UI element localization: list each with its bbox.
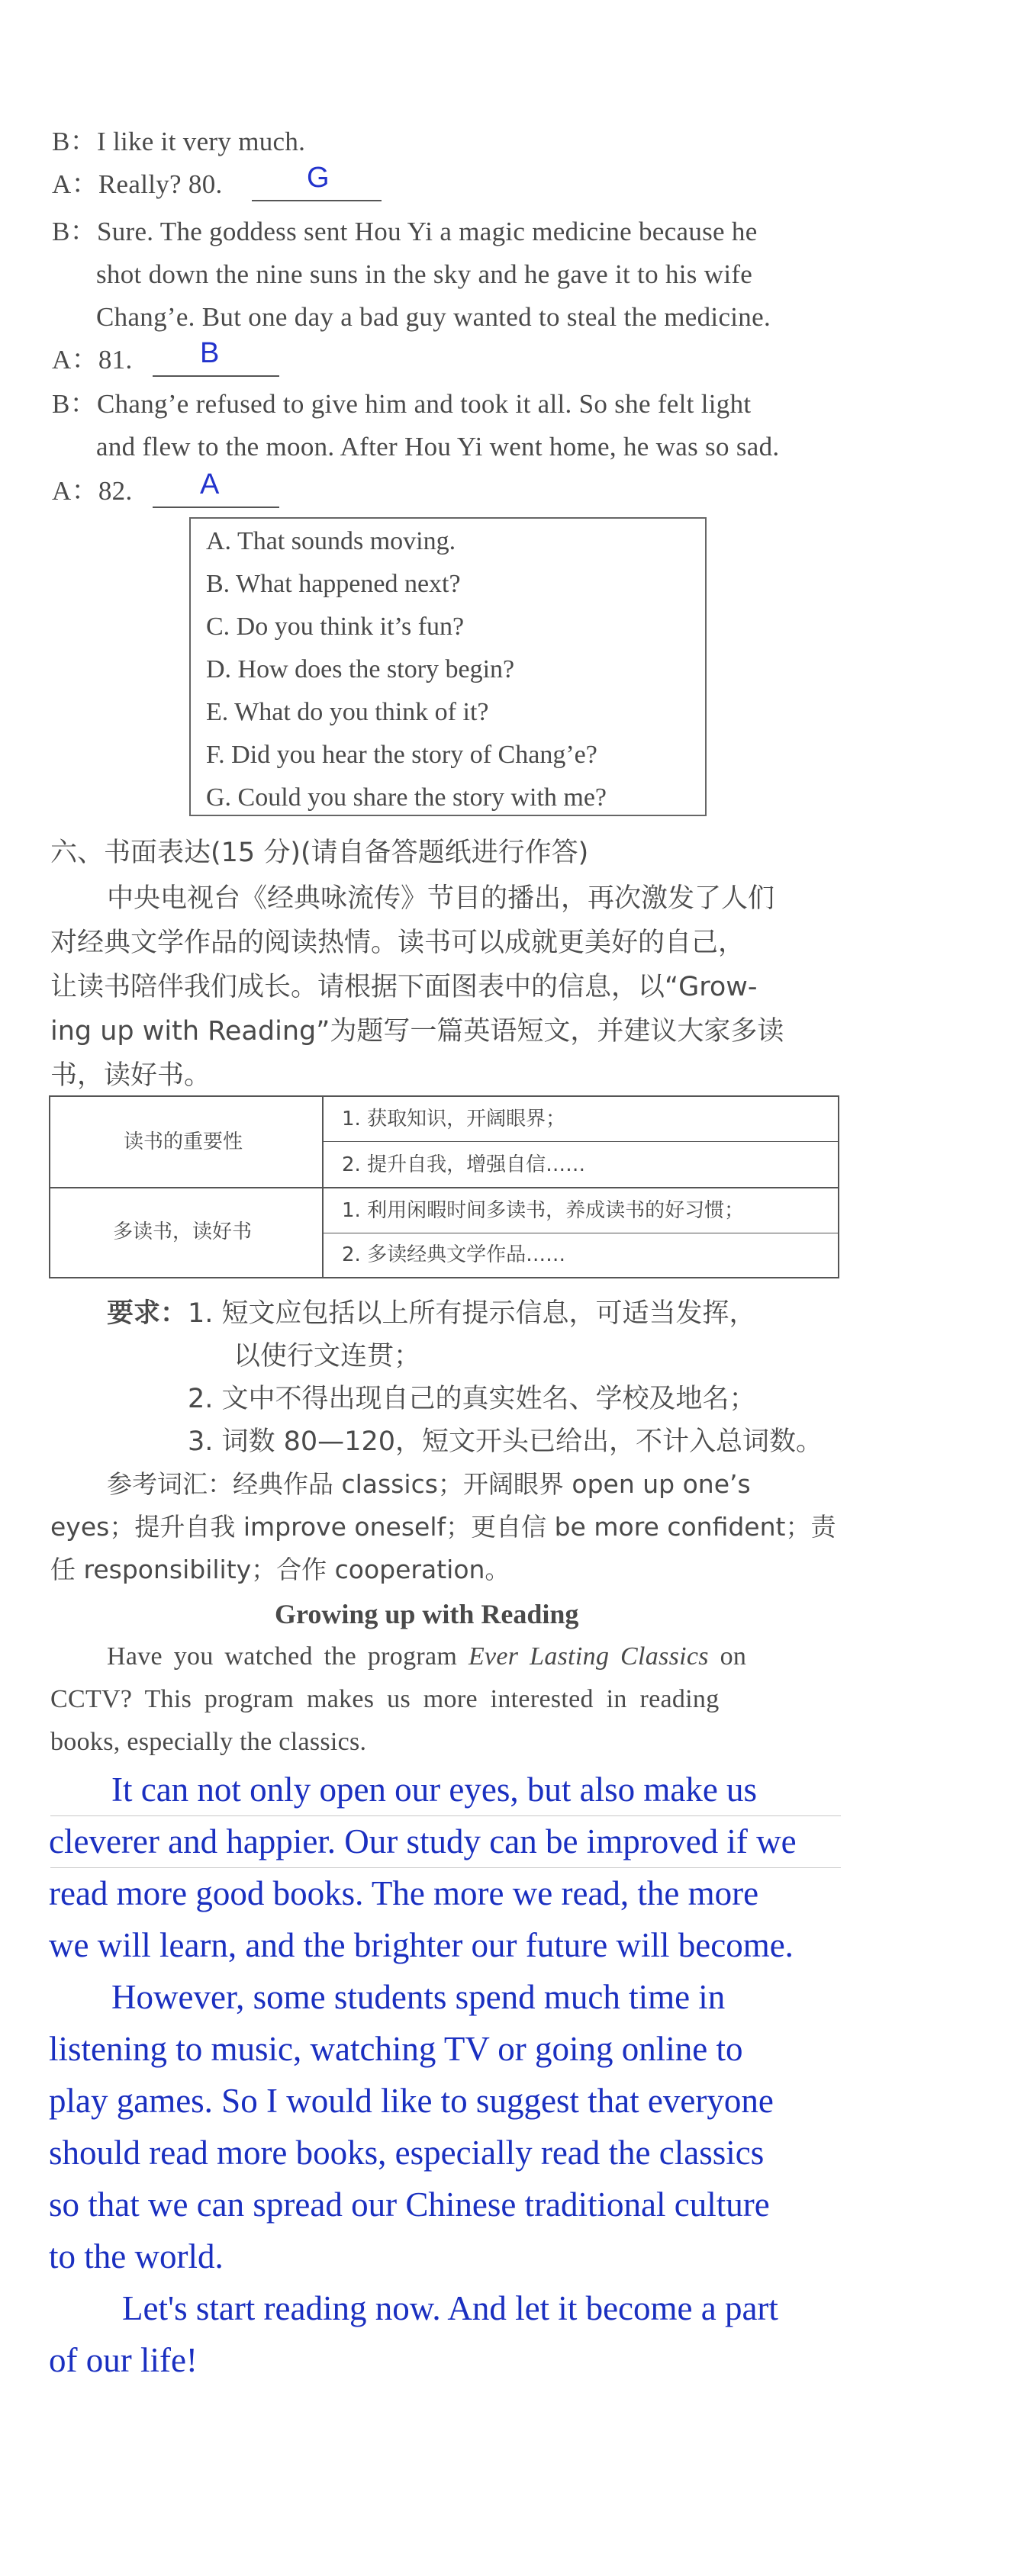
answer-81: B (200, 337, 220, 369)
ruled-line (50, 1867, 841, 1868)
dialogue-line: Chang’e. But one day a bad guy wanted to steal the medicine. (96, 302, 771, 332)
essay-answer-line: so that we can spread our Chinese traditional culture (49, 2185, 770, 2224)
essay-answer-line: It can not only open our eyes, but also make us (111, 1770, 758, 1809)
essay-answer-line: cleverer and happier. Our study can be improved if we (49, 1822, 797, 1860)
essay-answer-line: Let's start reading now. And let it become a part (122, 2289, 778, 2327)
essay-given-line: books, especially the classics. (50, 1728, 367, 1756)
answer-80: G (307, 162, 330, 194)
requirement-line: 2. 文中不得出现自己的真实姓名、学校及地名； (188, 1384, 756, 1414)
vocab-line: eyes；提升自我 improve oneself；更自信 be more confident；责 (50, 1512, 836, 1542)
answer-82: A (200, 468, 220, 500)
option-f: F. Did you hear the story of Chang’e? (206, 741, 597, 769)
essay-answer-line: we will learn, and the brighter our future will become. (49, 1926, 794, 1964)
essay-answer-line: read more good books. The more we read, the more (49, 1874, 759, 1912)
requirement-line: 1. 短文应包括以上所有提示信息，可适当发挥， (188, 1298, 756, 1329)
dialogue-line: shot down the nine suns in the sky and he gave it to his wife (96, 259, 753, 289)
answer-blank-80 (252, 200, 382, 201)
table-divider (322, 1141, 838, 1142)
intro-line: 让读书陪伴我们成长。请根据下面图表中的信息，以“Grow- (50, 972, 758, 1002)
essay-answer-line: However, some students spend much time in (111, 1978, 726, 2016)
answer-blank-81 (153, 375, 279, 377)
table-row-label: 读书的重要性 (124, 1130, 243, 1153)
intro-line: ing up with Reading”为题写一篇英语短文，并建议大家多读 (50, 1016, 784, 1047)
options-box (189, 517, 707, 816)
essay-title: Growing up with Reading (275, 1599, 579, 1629)
table-cell: 2. 多读经典文学作品…… (342, 1243, 566, 1266)
dialogue-line: B：I like it very much. (52, 127, 306, 156)
essay-answer-line: should read more books, especially read the classics (49, 2134, 765, 2172)
option-b: B. What happened next? (206, 570, 461, 598)
intro-line: 书，读好书。 (50, 1060, 211, 1091)
essay-answer-line: listening to music, watching TV or going online to (49, 2030, 743, 2068)
table-cell: 1. 利用闲暇时间多读书，养成读书的好习惯； (342, 1199, 745, 1222)
dialogue-line: B：Chang’e refused to give him and took it all. So she felt light (52, 389, 752, 419)
vocab-line: 任 responsibility；合作 cooperation。 (50, 1555, 510, 1584)
option-d: D. How does the story begin? (206, 655, 515, 683)
option-c: C. Do you think it’s fun? (206, 613, 465, 641)
option-a: A. That sounds moving. (206, 527, 456, 555)
requirement-line: 以使行文连贯； (233, 1341, 421, 1372)
program-name: Ever Lasting Classics (468, 1642, 709, 1671)
info-table (49, 1095, 839, 1278)
table-divider (50, 1187, 838, 1188)
dialogue-line: and flew to the moon. After Hou Yi went home, he was so sad. (96, 432, 780, 461)
dialogue-line: A：82. (52, 476, 133, 506)
option-g: G. Could you share the story with me? (206, 783, 607, 812)
dialogue-line: B：Sure. The goddess sent Hou Yi a magic medicine because he (52, 217, 758, 246)
vocab-line: 参考词汇：经典作品 classics；开阔眼界 open up one’s (107, 1469, 751, 1499)
essay-given-line: Have you watched the program Ever Lasting Classics on (107, 1642, 747, 1671)
answer-blank-82 (153, 507, 279, 508)
option-e: E. What do you think of it? (206, 698, 489, 726)
section-heading: 六、书面表达(15 分)(请自备答题纸进行作答) (50, 838, 589, 868)
essay-given-line: CCTV? This program makes us more interested in reading (50, 1685, 720, 1713)
dialogue-line: A：81. (52, 345, 133, 375)
intro-line: 中央电视台《经典咏流传》节目的播出，再次激发了人们 (107, 883, 775, 914)
table-row-label: 多读书，读好书 (113, 1220, 253, 1243)
intro-line: 对经典文学作品的阅读热情。读书可以成就更美好的自己， (50, 928, 745, 958)
table-cell: 1. 获取知识，开阔眼界； (342, 1108, 566, 1130)
essay-answer-line: to the world. (49, 2237, 224, 2275)
requirements-label: 要求： (107, 1298, 188, 1329)
essay-answer-line: play games. So I would like to suggest that everyone (49, 2082, 774, 2120)
table-cell: 2. 提升自我，增强自信…… (342, 1153, 586, 1176)
ruled-line (50, 1815, 841, 1816)
essay-answer-line: of our life! (49, 2341, 198, 2379)
requirement-line: 3. 词数 80—120，短文开头已给出，不计入总词数。 (188, 1426, 823, 1457)
dialogue-line: A：Really? 80. (52, 169, 223, 199)
